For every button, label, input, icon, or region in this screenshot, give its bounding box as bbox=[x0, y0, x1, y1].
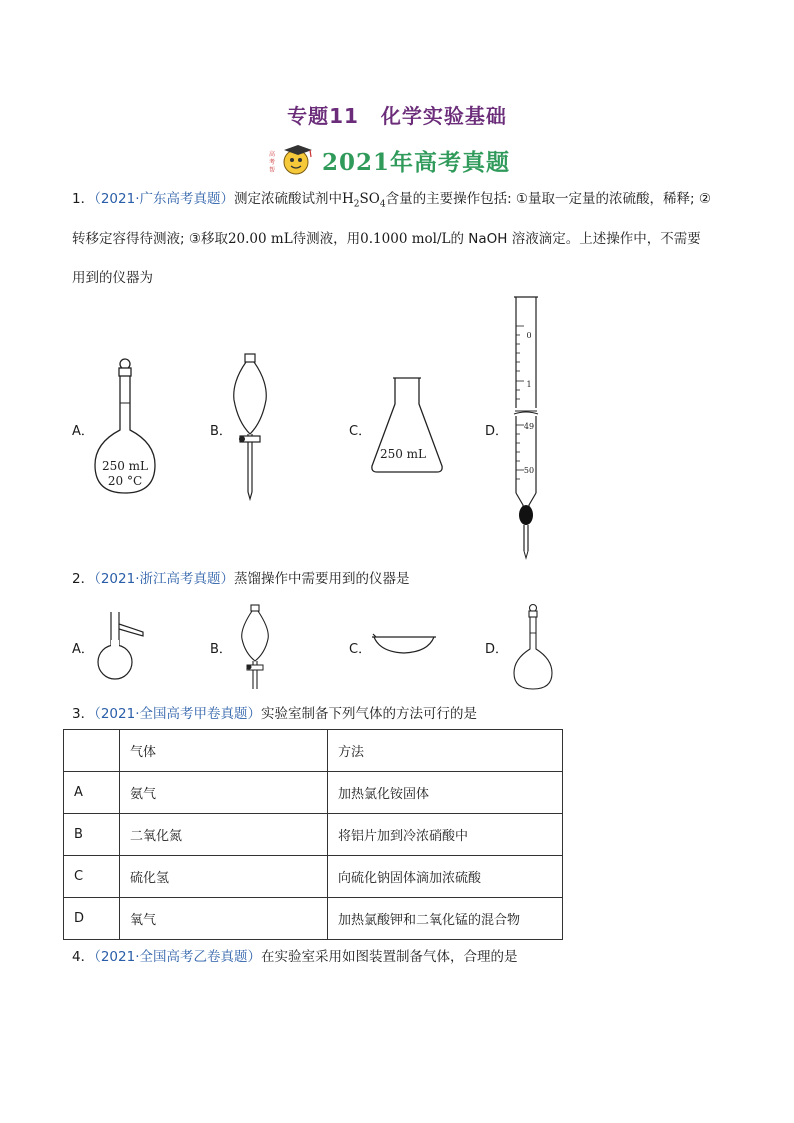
table-cell: C bbox=[64, 856, 120, 898]
q2-option-b-label: B． bbox=[210, 642, 232, 657]
graduate-cartoon-logo-icon bbox=[266, 142, 316, 178]
title-part1: 专题11 bbox=[287, 104, 359, 128]
burette-tick-50: 50 bbox=[523, 466, 535, 475]
q1-option-a-label: A． bbox=[72, 424, 94, 439]
q2-option-d-label: D． bbox=[485, 642, 509, 657]
flask-temp-label: 20 °C bbox=[107, 474, 143, 488]
q1-line3: 用到的仪器为 bbox=[72, 270, 153, 286]
q1-option-b-label: B． bbox=[210, 424, 232, 439]
burette-tick-0: 0 bbox=[526, 331, 532, 340]
separatory-funnel-icon bbox=[228, 352, 273, 502]
table-header-cell bbox=[64, 730, 120, 772]
q2-line: 2．（2021·浙江高考真题）蒸馏操作中需要用到的仪器是 bbox=[72, 571, 410, 587]
table-row bbox=[64, 898, 563, 940]
q1-source: （2021·广东高考真题） bbox=[94, 191, 234, 207]
q1-line2: 转移定容得待测液; ③移取20.00 mL待测液，用0.1000 mol/L的 NaOH 溶液滴定。上述操作中，不需要 bbox=[72, 231, 701, 247]
table-row bbox=[64, 814, 563, 856]
q4-source: （2021·全国高考乙卷真题） bbox=[94, 949, 261, 965]
burette-icon bbox=[505, 293, 550, 561]
table-cell: 将铝片加到冷浓硝酸中 bbox=[328, 814, 563, 856]
distilling-flask-icon bbox=[95, 610, 155, 682]
svg-text:高: 高 bbox=[269, 151, 276, 158]
q1-formula: $H_2SO_4$ bbox=[342, 191, 386, 210]
evaporating-dish-icon bbox=[370, 632, 438, 656]
q2-option-a-label: A． bbox=[72, 642, 94, 657]
q4-line: 4．（2021·全国高考乙卷真题）在实验室采用如图装置制备气体，合理的是 bbox=[72, 949, 518, 965]
flask-volume-label: 250 mL bbox=[101, 459, 149, 473]
burette-tick-49: 49 bbox=[523, 422, 535, 431]
subtitle-block bbox=[262, 142, 532, 178]
q2-source: （2021·浙江高考真题） bbox=[94, 571, 234, 587]
q1-option-d-label: D． bbox=[485, 424, 509, 439]
erlenmeyer-flask-icon bbox=[367, 374, 447, 476]
separatory-funnel-small-icon bbox=[237, 603, 273, 695]
table-cell: A bbox=[64, 772, 120, 814]
volumetric-flask-icon bbox=[90, 355, 160, 500]
volumetric-flask-small-icon bbox=[510, 603, 556, 691]
q2-option-c-label: C． bbox=[349, 642, 372, 657]
q3-source: （2021·全国高考甲卷真题） bbox=[94, 706, 261, 722]
svg-text:帮: 帮 bbox=[269, 167, 276, 174]
table-cell: 加热氯化铵固体 bbox=[328, 772, 563, 814]
table-header-row bbox=[64, 730, 563, 772]
table-cell: D bbox=[64, 898, 120, 940]
burette-tick-1: 1 bbox=[526, 380, 532, 389]
title-part2: 化学实验基础 bbox=[380, 104, 507, 128]
table-cell: 二氧化氮 bbox=[120, 814, 328, 856]
page-subtitle: 2021年高考真题 bbox=[322, 149, 511, 176]
table-cell: 氨气 bbox=[120, 772, 328, 814]
gas-preparation-table bbox=[63, 729, 563, 940]
page-title bbox=[0, 100, 794, 129]
q3-line: 3．（2021·全国高考甲卷真题）实验室制备下列气体的方法可行的是 bbox=[72, 706, 477, 722]
table-cell: B bbox=[64, 814, 120, 856]
table-cell: 加热氯酸钾和二氧化锰的混合物 bbox=[328, 898, 563, 940]
table-cell: 氧气 bbox=[120, 898, 328, 940]
table-cell: 向硫化钠固体滴加浓硫酸 bbox=[328, 856, 563, 898]
table-row bbox=[64, 772, 563, 814]
table-header-cell: 气体 bbox=[120, 730, 328, 772]
svg-text:考: 考 bbox=[269, 159, 276, 166]
table-row bbox=[64, 856, 563, 898]
table-header-cell: 方法 bbox=[328, 730, 563, 772]
q1-line1: 1．（2021·广东高考真题）测定浓硫酸试剂中$H_2SO_4$含量的主要操作包括: ①量取一定量的浓硫酸，稀释; ② bbox=[72, 191, 711, 210]
erlenmeyer-volume-label: 250 mL bbox=[379, 447, 427, 461]
table-cell: 硫化氢 bbox=[120, 856, 328, 898]
q1-option-c-label: C． bbox=[349, 424, 372, 439]
